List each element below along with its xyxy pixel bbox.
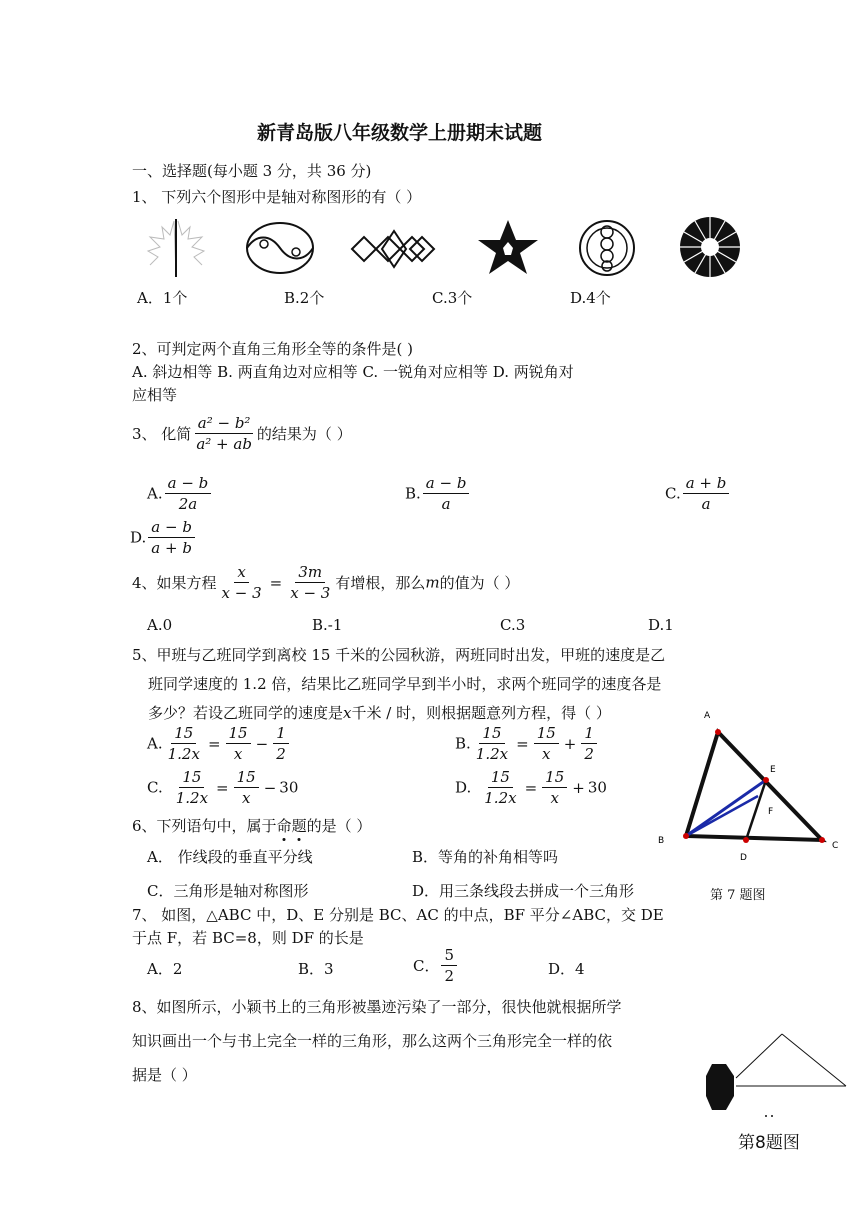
- q5-d-frac2-den: x: [550, 789, 559, 807]
- q5-line-1: 5、甲班与乙班同学到离校 15 千米的公园秋游，两班同时出发，甲班的速度是乙: [132, 646, 666, 664]
- q5-a-frac1-num: 15: [171, 724, 196, 744]
- q7-option-c-label: C．: [413, 957, 440, 975]
- q7-option-d: D．4: [548, 960, 585, 978]
- label-d: D: [740, 853, 747, 863]
- label-b: B: [658, 836, 665, 846]
- q5-line-3-var: x: [343, 704, 352, 722]
- q5-b-op: +: [563, 734, 577, 753]
- q3-option-d-den: a + b: [151, 539, 192, 557]
- q3-expression: [193, 414, 255, 453]
- q4-mid: 有增根，那么: [335, 574, 426, 592]
- q3-prefix: 3、 化简: [132, 425, 192, 443]
- q4-rhs-num: 3m: [295, 563, 325, 583]
- knot-icon: [348, 226, 438, 272]
- q4-option-c: C.3: [500, 616, 526, 634]
- q1-stem: 1、 下列六个图形中是轴对称图形的有（ ）: [132, 188, 422, 206]
- q5-d-frac2-num: 15: [542, 768, 567, 788]
- q6-stem-a: 6、下列语句中，属于: [132, 817, 277, 835]
- q5-option-c: [147, 768, 298, 807]
- page-title: 新青岛版八年级数学上册期末试题: [257, 122, 543, 144]
- q3-option-d: [130, 518, 197, 557]
- q3-option-a: [147, 474, 213, 513]
- q5-c-frac1-den: 1.2x: [175, 789, 209, 807]
- label-f: F: [768, 807, 774, 817]
- q7-option-b: B．3: [298, 960, 334, 978]
- q5-b-eq: =: [516, 734, 529, 753]
- q7-line-1: 7、 如图，△ABC 中，D、E 分别是 BC、AC 的中点，BF 平分∠ABC，交 DE: [132, 906, 664, 924]
- q2-options-wrap: 应相等: [132, 386, 178, 404]
- q3-option-b-num: a − b: [423, 474, 470, 494]
- circles-icon: [578, 218, 636, 278]
- q4-option-a: A.0: [147, 616, 173, 634]
- q5-option-a-label: A.: [147, 734, 163, 753]
- q3-option-b-label: B.: [405, 484, 421, 503]
- q4-prefix: 4、如果方程: [132, 574, 217, 592]
- q1-option-d: D.4个: [570, 289, 611, 307]
- q4-option-b: B.-1: [312, 616, 343, 634]
- q5-a-frac2-den: x: [233, 745, 243, 763]
- q5-option-d: [455, 768, 607, 807]
- q5-c-frac2-num: 15: [234, 768, 259, 788]
- q3-option-a-num: a − b: [165, 474, 212, 494]
- q7-option-c-den: 2: [444, 967, 455, 985]
- q4-equals: =: [269, 573, 283, 592]
- q5-a-frac2-num: 15: [226, 724, 251, 744]
- q3-expr-den: a² + ab: [196, 435, 252, 453]
- q5-line-3: [148, 702, 611, 723]
- q8-line-3: 据是（ ）: [132, 1066, 197, 1084]
- q7-line-2: 于点 F，若 BC=8，则 DF 的长是: [132, 929, 364, 947]
- q5-c-tail: 30: [279, 778, 299, 797]
- q5-b-frac2-num: 15: [534, 724, 559, 744]
- q5-line-2: 班同学速度的 1.2 倍，结果比乙班同学早到半小时，求两个班同学的速度各是: [148, 675, 662, 693]
- q4-lhs-den: x − 3: [221, 584, 262, 602]
- q5-a-frac3-den: 2: [276, 745, 286, 763]
- q5-line-3b: 千米 / 时，则根据题意列方程，得（ ）: [351, 704, 611, 722]
- q5-c-eq: =: [216, 778, 229, 797]
- q7-option-c: [413, 946, 459, 985]
- label-e: E: [770, 765, 776, 775]
- q2-stem: 2、可判定两个直角三角形全等的条件是( ): [132, 340, 414, 358]
- q4-lhs-num: x: [234, 563, 248, 583]
- q5-b-frac3-num: 1: [581, 724, 597, 744]
- sunburst-icon: [677, 216, 743, 278]
- q5-option-a: [147, 724, 291, 763]
- maple-leaf-icon: [140, 215, 220, 280]
- q4-stem: [132, 563, 519, 602]
- star-icon: [475, 218, 541, 276]
- q5-option-b-label: B.: [455, 734, 471, 753]
- q1-option-c: C.3个: [432, 289, 473, 307]
- yin-yang-icon: [244, 220, 316, 276]
- q5-a-eq: =: [207, 734, 221, 753]
- q5-option-b: [455, 724, 599, 763]
- q5-option-c-label: C.: [147, 778, 163, 797]
- q5-option-d-label: D.: [455, 778, 472, 797]
- q7-option-a: A．2: [147, 960, 183, 978]
- q5-a-frac3-num: 1: [273, 724, 289, 744]
- section-heading: 一、选择题(每小题 3 分，共 36 分): [132, 162, 372, 180]
- q6-option-b: B．等角的补角相等吗: [412, 848, 559, 866]
- q3-option-b: [405, 474, 471, 513]
- q5-b-frac1-den: 1.2x: [475, 745, 509, 763]
- q3-option-a-label: A.: [147, 484, 163, 503]
- q5-b-frac3-den: 2: [584, 745, 594, 763]
- q5-c-frac2-den: x: [241, 789, 251, 807]
- q8-figure-caption: 第8题图: [738, 1133, 800, 1153]
- q5-c-op: −: [263, 778, 277, 797]
- q5-line-3a: 多少？若设乙班同学的速度是: [148, 704, 344, 722]
- q5-a-op: −: [255, 734, 269, 753]
- q3-stem: [132, 414, 352, 453]
- q2-options-line: A. 斜边相等 B. 两直角边对应相等 C. 一锐角对应相等 D. 两锐角对: [132, 363, 574, 381]
- q5-c-frac1-num: 15: [179, 768, 204, 788]
- q4-rhs-den: x − 3: [290, 584, 331, 602]
- q4-suffix: 的值为（ ）: [439, 574, 520, 592]
- q3-option-c-label: C.: [665, 484, 681, 503]
- q5-b-frac2-den: x: [542, 745, 551, 763]
- q8-line-1: 8、如图所示，小颖书上的三角形被墨迹污染了一部分，很快他就根据所学: [132, 998, 622, 1016]
- q6-stem: [132, 815, 371, 836]
- q1-option-b: B.2个: [284, 289, 325, 307]
- label-a: A: [704, 711, 711, 721]
- q3-option-a-den: 2a: [178, 495, 198, 513]
- q3-option-b-den: a: [441, 495, 451, 513]
- q3-suffix: 的结果为（ ）: [256, 425, 352, 443]
- q5-b-frac1-num: 15: [479, 724, 504, 744]
- label-c: C: [832, 841, 839, 851]
- ink-stain-icon: [706, 1064, 734, 1110]
- q3-option-d-label: D.: [130, 528, 147, 547]
- q3-expr-num: a² − b²: [195, 414, 254, 434]
- q7-triangle-figure: [654, 700, 850, 866]
- q5-d-frac1-num: 15: [488, 768, 513, 788]
- q3-option-c: [665, 474, 731, 513]
- q5-d-op: +: [572, 778, 585, 797]
- q6-option-d: D．用三条线段去拼成一个三角形: [412, 882, 635, 900]
- q1-option-a: A．1个: [137, 289, 188, 307]
- q6-stem-c: 题: [291, 817, 307, 835]
- q6-stem-d: 的是（ ）: [306, 817, 372, 835]
- q6-stem-b: 命: [276, 817, 292, 835]
- q7-figure-caption: 第 7 题图: [710, 888, 766, 903]
- q4-option-d: D.1: [648, 616, 674, 634]
- q8-triangle-figure: [706, 1030, 852, 1126]
- q7-option-c-num: 5: [441, 946, 457, 966]
- q5-d-tail: 30: [587, 778, 607, 797]
- q4-var: m: [425, 573, 440, 592]
- q5-a-frac1-den: 1.2x: [167, 745, 200, 763]
- q3-option-d-num: a − b: [148, 518, 195, 538]
- q3-option-c-den: a: [701, 495, 711, 513]
- q6-option-c: C．三角形是轴对称图形: [147, 882, 309, 900]
- q6-option-a: A． 作线段的垂直平分线: [147, 848, 313, 866]
- q8-line-2: 知识画出一个与书上完全一样的三角形，那么这两个三角形完全一样的依: [132, 1032, 613, 1050]
- q5-d-frac1-den: 1.2x: [484, 789, 517, 807]
- q5-d-eq: =: [524, 778, 538, 797]
- q3-option-c-num: a + b: [683, 474, 730, 494]
